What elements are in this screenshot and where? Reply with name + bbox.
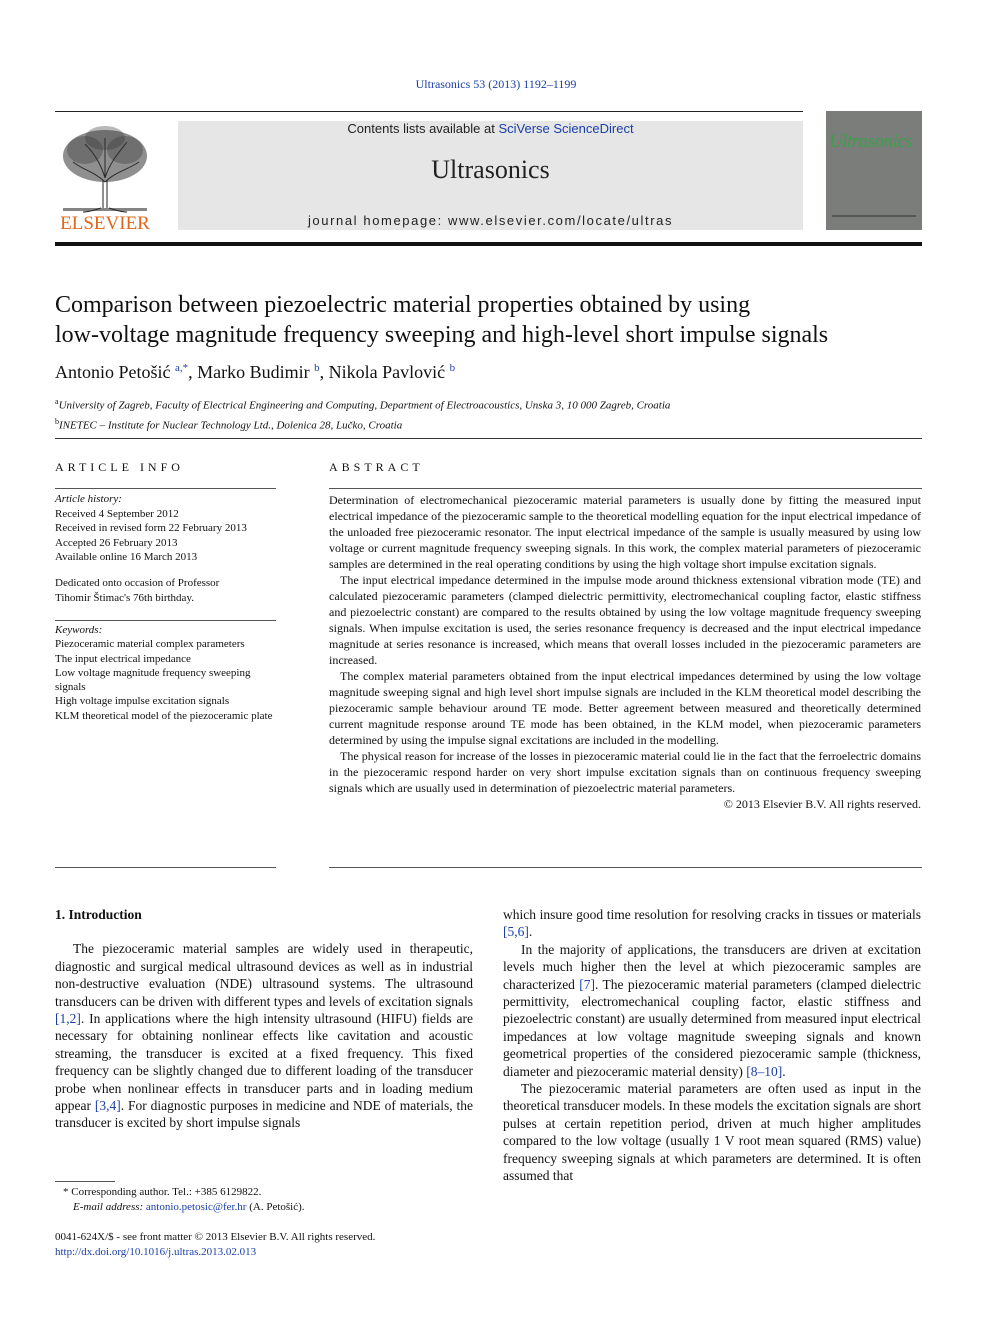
author-list (55, 362, 925, 383)
body-paragraph: The piezoceramic material parameters are often used as input in the theoretical transducer models. In these models the excitation signals are short pulses at certain repetition period, driven at much higher amplitudes compared to the low voltage (usually 1 V root mean squared (RMS) value) frequency sweeping signals at which parameters are determined. It is often assumed that (503, 1081, 921, 1184)
keyword-item: High voltage impulse excitation signals (55, 695, 230, 708)
author-name[interactable]: Marko Budimir (197, 362, 310, 382)
citation-link[interactable]: [5,6] (503, 924, 529, 940)
citation-link[interactable]: [7] (579, 976, 596, 992)
contents-line (178, 121, 803, 136)
top-rule (55, 111, 803, 112)
divider (55, 620, 276, 621)
abstract-paragraph: The physical reason for increase of the losses in piezoceramic material could lie in the fact that the ferroelectric domains in the piezoceramic respond harder on very short impulse excitation signals than on continuous frequency sweeping signals which are usually used in determination of piezoelectric material parameters. (329, 749, 921, 795)
issn-line: 0041-624X/$ - see front matter © 2013 Elsevier B.V. All rights reserved. (55, 1231, 376, 1243)
abstract-body (329, 492, 921, 812)
dedication: Dedicated onto occasion of Professor Tihomir Štimac's 76th birthday. (55, 577, 220, 604)
running-head-citation[interactable]: Ultrasonics 53 (2013) 1192–1199 (415, 77, 577, 91)
citation-link[interactable]: [8–10] (746, 1063, 783, 1079)
author-affiliation-mark[interactable]: a,* (175, 362, 189, 374)
abstract-paragraph: Determination of electromechanical piezoceramic material parameters is usually done by fitting the measured input electrical impedance of the piezoceramic sample to the theoretical modelling equation for the input electrical impedance of the unloaded free piezoceramic resonator. The input electrical impedance of the sample is usually measured by using low voltage or current magnitude frequency sweeping signals. In this work, the complex material parameters of piezoceramic samples are determined in the real operating conditions by using the high voltage short impulse excitation signals. (329, 493, 921, 571)
doi-link[interactable]: http://dx.doi.org/10.1016/j.ultras.2013.02.013 (55, 1245, 257, 1258)
front-matter (55, 1230, 555, 1259)
divider (55, 488, 276, 489)
history-item: Available online 16 March 2013 (55, 551, 198, 563)
body-paragraph: which insure good time resolution for resolving cracks in tissues or materials [5,6]. (503, 907, 921, 940)
keyword-item: Piezoceramic material complex parameters (55, 638, 245, 651)
journal-cover-thumbnail[interactable] (826, 111, 922, 230)
footnote-rule (55, 1181, 115, 1182)
sciencedirect-link[interactable]: SciVerse ScienceDirect (498, 121, 634, 136)
body-column-right (503, 906, 921, 1185)
affiliations (55, 394, 925, 433)
history-label: Article history: (55, 493, 122, 505)
author-affiliation-mark[interactable]: b (449, 362, 456, 374)
cover-strip (832, 215, 916, 217)
divider (329, 867, 922, 868)
author-separator: , (188, 362, 198, 382)
citation-link[interactable]: [1,2] (55, 1011, 81, 1027)
keyword-item: KLM theoretical model of the piezoceramic plate (55, 709, 273, 722)
abstract-paragraph: The input electrical impedance determined in the impulse mode around thickness extensional vibration mode (TE) and calculated piezoceramic parameters (clamped dielectric permittivity, electromechanical coupling factor, elastic stiffness and piezoelectric constant) are compared to the results obtained by using the low voltage magnitude frequency sweeping signals. When impulse excitation is used, the series resonance frequency is decreased and the input electrical impedance magnitude at series resonance is increased, which means that overall losses included in the piezoceramic parameters are increased. (329, 573, 921, 667)
email-link[interactable]: antonio.petosic@fer.hr (145, 1200, 247, 1213)
history-item: Received in revised form 22 February 2013 (55, 522, 247, 534)
author-separator: , (319, 362, 329, 382)
article-history (55, 492, 280, 565)
citation-link[interactable]: [3,4] (94, 1098, 121, 1114)
section-heading: 1. Introduction (55, 907, 142, 922)
author-name[interactable]: Antonio Petošić (55, 362, 171, 382)
masthead-thick-rule (55, 242, 922, 246)
affiliation-b: $^b$INETEC – Institute for Nuclear Technology Ltd., Dolenica 28, Lučko, Croatia (55, 416, 403, 432)
affiliation-a: $^a$University of Zagreb, Faculty of Electrical Engineering and Computing, Department of Electroacoustics, Unska 3, 10 000 Zagreb, Croatia (55, 397, 671, 412)
keywords (55, 623, 280, 723)
journal-name: Ultrasonics (431, 155, 550, 184)
body-paragraph: The piezoceramic material samples are widely used in therapeutic, diagnostic and surgical medical ultrasound devices as well as in industrial non-destructive evaluation (NDE) ultrasound systems. The ultrasound transducers can be driven with different types and levels of excitation signals [1,2]. In applications where the high intensity ultrasound (HIFU) fields are necessary for obtaining nonlinear effects like cavitation and acoustic streaming, the transducer is excited at a fixed frequency. This fixed frequency can be slightly changed due to different loading of the transducer probe when nonlinear effects in transducer parts and in loading medium appear [3,4]. For diagnostic purposes in medicine and NDE of materials, the transducer is excited by short impulse signals (55, 941, 473, 1131)
body-column-left (55, 906, 473, 1132)
article-info-heading: ARTICLE INFO (55, 460, 184, 474)
author-name[interactable]: Nikola Pavlović (328, 362, 446, 382)
author-affiliation-mark[interactable]: b (314, 362, 320, 374)
abstract-paragraph: The complex material parameters obtained from the input electrical impedances determined by using the low voltage magnitude sweeping signal and high level short impulse signals are included in the KLM theoretical model describing the piezoceramic sample behaviour around TE mode. Better agreement between measured and theoretically determined current magnitude response around TE mode has been obtained, in the KLM model, when piezoceramic parameters determined by using the impulse signal excitations are included in the modelling. (329, 669, 921, 747)
history-item: Accepted 26 February 2013 (55, 536, 178, 549)
divider (55, 867, 276, 868)
elsevier-tree-icon (55, 120, 155, 232)
corresponding-author-footnote: * Corresponding author. Tel.: +385 6129822. E-mail address: antonio.petosic@fer.hr (A. Petošić). (63, 1186, 305, 1213)
journal-homepage-link[interactable]: journal homepage: www.elsevier.com/locate/ultras (307, 213, 674, 228)
body-paragraph: In the majority of applications, the transducers are driven at excitation levels much higher then the level at which piezoceramic samples are characterized [7]. The piezoceramic material parameters (clamped dielectric permittivity, electromechanical coupling factor, elastic stiffness and piezoelectric constant) are usually determined from measured input electrical impedances at low voltage magnitude sweeping signals and known geometrical properties of the considered piezoceramic sample (thickness, diameter and piezoceramic material density) [8–10]. (503, 941, 922, 1079)
article-title (55, 290, 925, 350)
abstract-heading: ABSTRACT (329, 460, 424, 474)
contents-prefix: Contents lists available at (347, 121, 499, 136)
keyword-item: Low voltage magnitude frequency sweeping signals (55, 666, 251, 694)
cover-title: Ultrasonics (829, 131, 913, 152)
history-item: Received 4 September 2012 (55, 507, 179, 520)
divider (55, 438, 922, 439)
keyword-item: The input electrical impedance (55, 652, 191, 665)
elsevier-wordmark: ELSEVIER (60, 213, 150, 232)
elsevier-logo (55, 120, 155, 232)
title-line-2: low-voltage magnitude frequency sweeping and high-level short impulse signals (55, 322, 829, 348)
footnote-mark: * (63, 1186, 69, 1198)
divider (329, 488, 922, 489)
copyright-notice: © 2013 Elsevier B.V. All rights reserved. (723, 797, 921, 811)
keywords-label: Keywords: (55, 624, 103, 636)
title-line-1: Comparison between piezoelectric material properties obtained by using (55, 292, 751, 318)
